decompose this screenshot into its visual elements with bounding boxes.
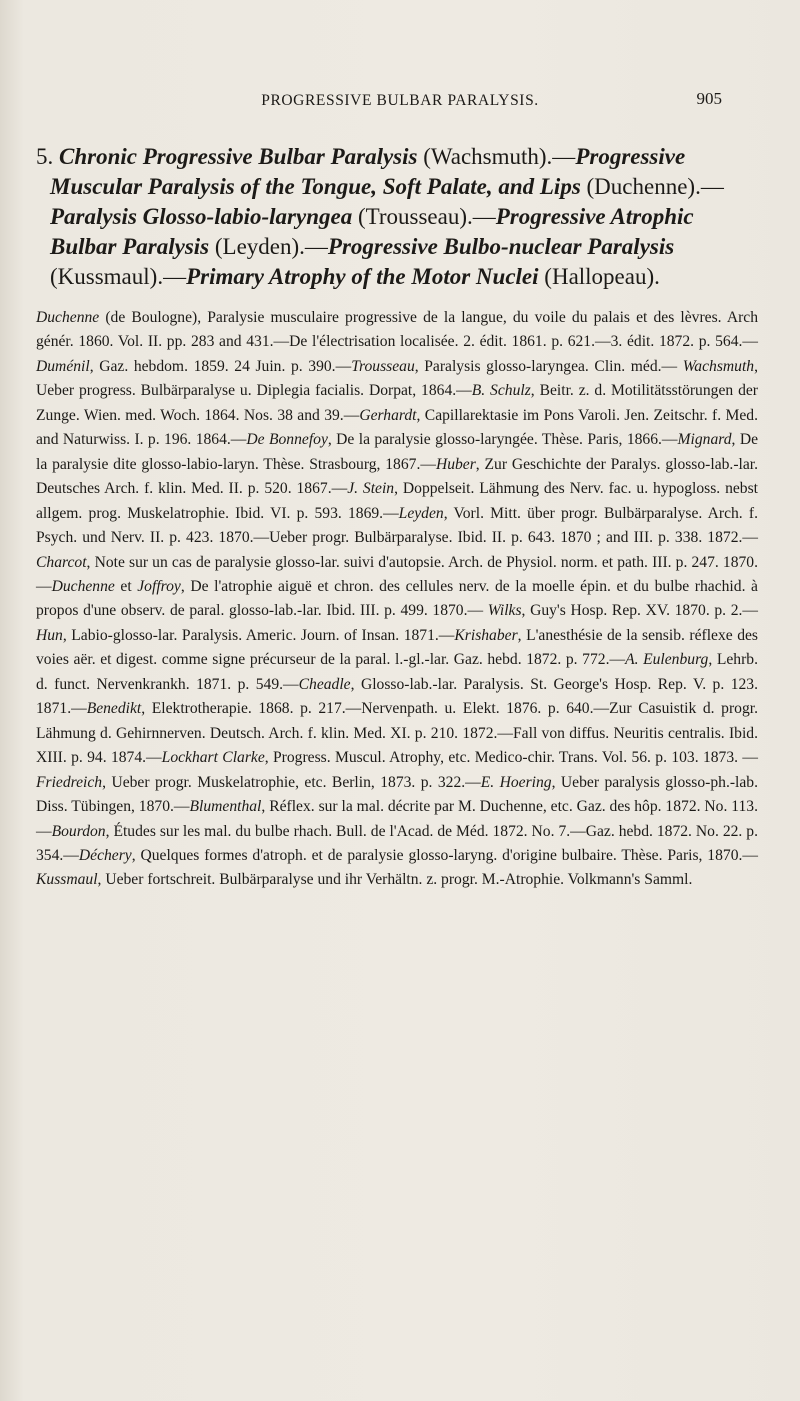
reference-author: A. Eulenburg [625, 651, 709, 669]
reference-author: Lockhart Clarke [161, 749, 265, 767]
page-number: 905 [696, 89, 722, 108]
running-head [0, 89, 800, 116]
heading-title-segment: Primary Atrophy of the Motor Nuclei [186, 264, 539, 289]
reference-citation: , Ueber fortschreit. Bulbärparalyse und ihr Verhältn. z. progr. M.-Atrophie. Volkmann's Samml. [97, 871, 693, 889]
reference-author: Déchery [78, 846, 132, 864]
heading-title-segment: Chronic Progressive Bulbar Paralysis [59, 144, 418, 169]
reference-citation: , Capillarektasie im Pons Varoli. Jen. Zeitschr. f. Med. and Naturwiss. I. p. 196. 1864.— [36, 406, 758, 449]
reference-citation: , De la paralysie dite glosso-labio-laryn. Thèse. Strasbourg, 1867.— [36, 431, 759, 473]
reference-author: Benedikt [86, 700, 142, 718]
reference-citation: , Ueber progr. Muskelatrophie, etc. Berlin, 1873. p. 322.— [102, 773, 481, 791]
reference-citation: , Glosso-lab.-lar. Paralysis. St. George's Hosp. Rep. V. p. 123. 1871.— [36, 675, 758, 718]
reference-citation: , Gaz. hebdom. 1859. 24 Juin. p. 390.— [89, 357, 352, 375]
reference-author: Leyden [398, 504, 444, 522]
heading-title-segment: Progressive Muscular Paralysis of the Tongue, Soft Palate, and Lips [50, 144, 686, 199]
reference-citation: , Labio-glosso-lar. Paralysis. Americ. Journ. of Insan. 1871.— [62, 626, 455, 644]
reference-author: J. Stein [347, 480, 395, 498]
reference-citation: , Ueber progress. Bulbärparalyse u. Diplegia facialis. Dorpat, 1864.— [36, 357, 758, 400]
reference-author: Blumenthal [189, 798, 262, 816]
reference-citation: , Lehrb. d. funct. Nervenkrankh. 1871. p. 549.— [36, 651, 758, 693]
reference-author: Charcot [36, 553, 87, 571]
reference-author: Duchenne [51, 577, 115, 595]
reference-author: Kussmaul [36, 871, 98, 889]
reference-author: De Bonnefoy [246, 431, 328, 449]
reference-citation: , Études sur les mal. du bulbe rhach. Bull. de l'Acad. de Méd. 1872. No. 7.—Gaz. hebd. 1872. No. 22. p. 354.— [36, 822, 758, 864]
reference-author: Hun [36, 626, 63, 644]
reference-author: E. Hoering [480, 773, 552, 791]
reference-author: Gerhardt [359, 406, 417, 424]
reference-author: Trousseau [351, 357, 415, 375]
reference-citation: , Doppelseit. Lähmung des Nerv. fac. u. hypogloss. nebst allgem. prog. Muskelatrophie. Ibid. VI. p. 593. 1869.— [36, 480, 758, 522]
reference-citation: , Zur Geschichte der Paralys. glosso-lab.-lar. Deutsches Arch. f. klin. Med. II. p. 520. 1867.— [36, 455, 758, 498]
reference-author: Mignard [677, 431, 732, 449]
bibliography-paragraph [36, 306, 758, 893]
reference-citation: , Beitr. z. d. Motilitätsstörungen der Zunge. Wien. med. Woch. 1864. Nos. 38 and 39.— [36, 382, 758, 424]
heading-title-segment: Progressive Atrophic Bulbar Paralysis [50, 204, 694, 259]
reference-citation: , Paralysis glosso-laryngea. Clin. méd.— [414, 357, 683, 375]
reference-author: Joffroy [137, 577, 181, 595]
reference-author: Huber [435, 455, 476, 473]
heading-attribution-segment: (Hallopeau). [538, 264, 660, 289]
reference-citation: , Quelques formes d'atroph. et de paralysie glosso-laryng. d'origine bulbaire. Thèse. Paris, 1870.— [131, 846, 758, 864]
running-title: PROGRESSIVE BULBAR PARALYSIS. [261, 92, 539, 109]
reference-citation: , Guy's Hosp. Rep. XV. 1870. p. 2.— [521, 602, 758, 620]
heading-attribution-segment: (Kussmaul).— [50, 264, 187, 289]
heading-attribution-segment: (Leyden).— [209, 234, 328, 259]
reference-citation: , Note sur un cas de paralysie glosso-lar. suivi d'autopsie. Arch. de Physiol. norm. et path. III. p. 247. 1870. — [36, 553, 758, 595]
reference-author: Cheadle [298, 675, 351, 693]
reference-citation: et [114, 577, 138, 595]
reference-author: Duchenne [36, 309, 100, 326]
reference-citation: , Ueber paralysis glosso-ph.-lab. Diss. Tübingen, 1870.— [36, 773, 758, 816]
reference-citation: , Vorl. Mitt. über progr. Bulbärparalyse. Arch. f. Psych. und Nerv. II. p. 423. 1870.—Ueber progr. Bulbärparalyse. Ibid. II. p. 643. 1870 ; and III. p. 338. 1872.— [36, 504, 758, 547]
heading-title-segment: Paralysis Glosso-labio-laryngea [50, 204, 353, 229]
heading-attribution-segment: (Duchenne).— [580, 174, 724, 199]
section-number: 5. [36, 144, 59, 169]
heading-title-segment: Progressive Bulbo-nuclear Paralysis [327, 234, 675, 259]
reference-citation: (de Boulogne), Paralysie musculaire progressive de la langue, du voile du palais et des lèvres. Arch génér. 1860. Vol. II. pp. 283 and 431.—De l'électrisation localisée. 2. édit. 1861. p. 621.—3. édit. 1872. p. 564.— [36, 309, 758, 351]
reference-author: B. Schulz [471, 382, 531, 400]
reference-citation: , L'anesthésie de la sensib. réflexe des voies aër. et digest. comme signe précurseur de la paral. l.-gl.-lar. Gaz. hebd. 1872. p. 772.— [36, 626, 759, 669]
reference-author: Bourdon [51, 822, 106, 840]
reference-author: Duménil [36, 357, 90, 375]
reference-author: Wachsmuth [682, 357, 755, 375]
heading-attribution-segment: (Trousseau).— [352, 204, 496, 229]
reference-citation: , De la paralysie glosso-laryngée. Thèse. Paris, 1866.— [327, 431, 678, 449]
reference-author: Friedreich [36, 773, 103, 791]
heading-attribution-segment: (Wachsmuth).— [417, 144, 576, 169]
reference-citation: , De l'atrophie aiguë et chron. des cellules nerv. de la moelle épin. et du bulbe rhachid. à propos d'une observ. de paral. glosso-lab.-lar. Ibid. III. p. 499. 1870.— [36, 577, 758, 620]
reference-author: Krishaber [454, 626, 518, 644]
reference-author: Wilks [487, 602, 522, 620]
reference-citation: , Réflex. sur la mal. décrite par M. Duchenne, etc. Gaz. des hôp. 1872. No. 113.— [36, 798, 758, 840]
section-heading [36, 142, 756, 292]
section-heading-block [36, 142, 756, 292]
reference-citation: , Progress. Muscul. Atrophy, etc. Medico-chir. Trans. Vol. 56. p. 103. 1873. — [264, 749, 758, 767]
reference-citation: , Elektrotherapie. 1868. p. 217.—Nervenpath. u. Elekt. 1876. p. 640.—Zur Casuistik d. progr. Lähmung d. Gehirnnerven. Deutsch. Arch. f. klin. Med. XI. p. 210. 1872.—Fall von diffus. Neuritis centralis. Ibid. XIII. p. 94. 1874.— [36, 700, 758, 767]
